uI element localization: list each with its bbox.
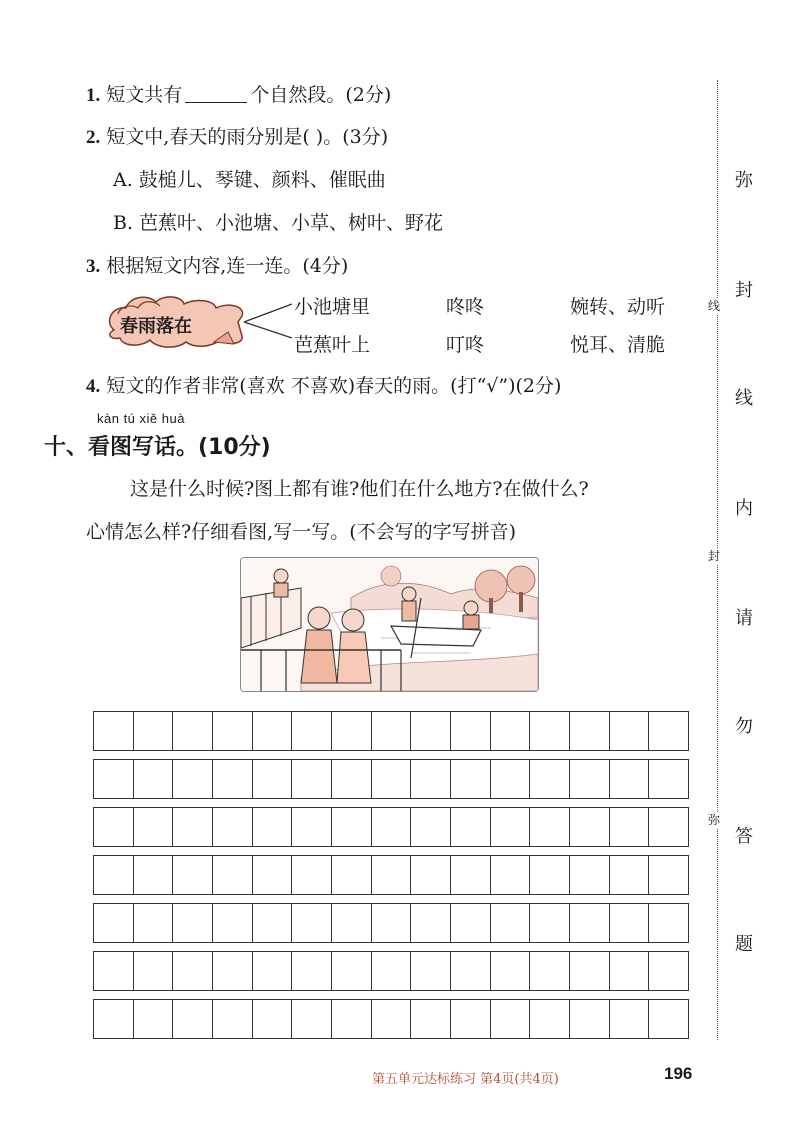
strip-char-xian: 线	[708, 299, 721, 313]
side-char-6: 勿	[735, 716, 753, 737]
question-number: 2.	[86, 127, 101, 148]
answer-blank[interactable]	[185, 84, 247, 103]
grid-row[interactable]	[93, 807, 689, 847]
writing-prompt-line-1: 这是什么时候?图上都有谁?他们在什么地方?在做什么?	[130, 478, 589, 500]
grid-row[interactable]	[93, 951, 689, 991]
writing-prompt-line-2: 心情怎么样?仔细看图,写一写。(不会写的字写拼音)	[86, 521, 517, 543]
question-number: 1.	[86, 85, 101, 106]
question-number: 3.	[86, 256, 101, 277]
strip-char-feng: 封	[708, 549, 721, 563]
strip-char-mi: 弥	[708, 813, 721, 827]
question-text[interactable]: 短文的作者非常(喜欢 不喜欢)春天的雨。(打“√”)(2分)	[106, 375, 562, 397]
question-1	[86, 80, 391, 107]
side-char-7: 答	[735, 826, 753, 847]
question-text: 短文中,春天的雨分别是( )。(3分)	[106, 126, 389, 148]
match-middle-1[interactable]: 咚咚	[446, 296, 485, 318]
side-char-2: 封	[735, 280, 753, 301]
picture-illustration	[240, 557, 539, 692]
match-left-1[interactable]: 小池塘里	[294, 296, 371, 318]
grid-row[interactable]	[93, 711, 689, 751]
side-char-4: 内	[735, 498, 753, 519]
match-right-2[interactable]: 悦耳、清脆	[570, 334, 666, 356]
question-text: 短文共有	[106, 84, 183, 106]
question-number: 4.	[86, 376, 101, 397]
question-2	[86, 122, 388, 149]
option-a[interactable]: A. 鼓槌儿、琴键、颜料、催眠曲	[113, 169, 386, 191]
cloud-label: 春雨落在	[120, 316, 192, 337]
question-text: 根据短文内容,连一连。(4分)	[106, 255, 349, 277]
connector-line	[244, 304, 292, 322]
side-char-1: 弥	[735, 170, 753, 191]
match-right-1[interactable]: 婉转、动听	[570, 296, 666, 318]
side-char-5: 请	[735, 608, 753, 629]
question-3	[86, 251, 348, 278]
question-4	[86, 371, 561, 398]
option-b[interactable]: B. 芭蕉叶、小池塘、小草、树叶、野花	[113, 212, 444, 234]
grid-row[interactable]	[93, 999, 689, 1039]
section-title: 十、看图写话。(10分)	[44, 435, 271, 460]
grid-row[interactable]	[93, 759, 689, 799]
connector-line	[244, 322, 292, 338]
grid-row[interactable]	[93, 903, 689, 943]
footer-text: 第五单元达标练习 第4页(共4页)	[372, 1072, 559, 1087]
side-char-3: 线	[735, 388, 753, 409]
question-text-after: 个自然段。(2分)	[250, 84, 392, 106]
side-char-8: 题	[735, 934, 753, 955]
grid-row[interactable]	[93, 855, 689, 895]
section-pinyin: kàn tú xiě huà	[97, 411, 185, 426]
page-number: 196	[664, 1064, 693, 1083]
match-left-2[interactable]: 芭蕉叶上	[294, 334, 371, 356]
match-middle-2[interactable]: 叮咚	[446, 334, 485, 356]
